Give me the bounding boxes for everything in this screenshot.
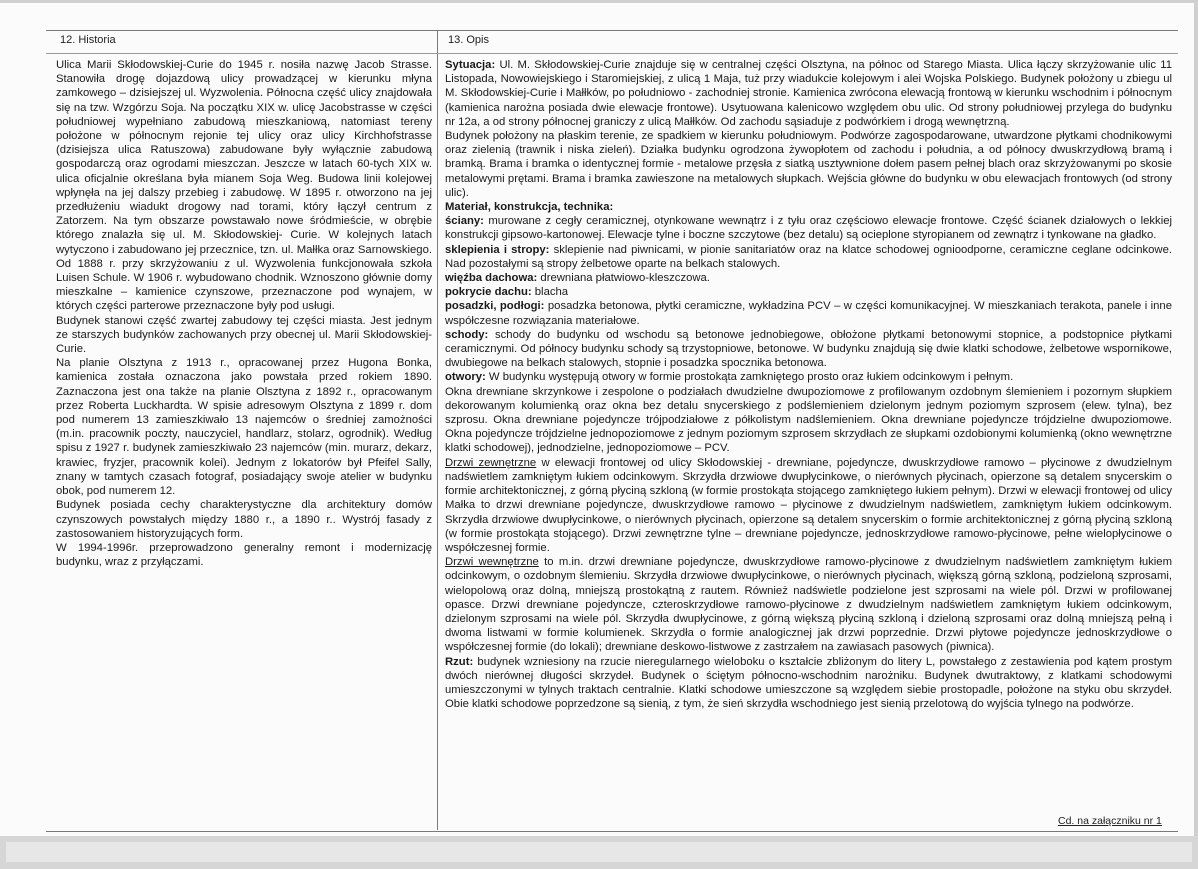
continuation-note: Cd. na załączniku nr 1 (1058, 815, 1162, 827)
history-header: 12. Historia (60, 34, 116, 46)
roof-truss-paragraph (445, 271, 1172, 285)
situation-paragraph (445, 58, 1172, 129)
openings-text: W budynku występują otwory w formie prostokąta zamkniętego prosto oraz łukiem odcinkowym i pełnym. (485, 371, 1014, 384)
vaults-paragraph (445, 243, 1172, 271)
history-paragraph: Ulica Marii Skłodowskiej-Curie do 1945 r. nosiła nazwę Jacob Strasse. Stanowiła drogę dojazdową ulicy prowadzącej w kierunku młyna zamkowego – dzisiejszej ul. Wyzwolenia. Północna część ulicy znajdowała się na tzw. Wzgórzu Soja. Na początku XIX w. ulicę Jacobstrasse w części południowej wypełniano zabudową mieszkaniową, natomiast tereny położone w północnym rejonie tej ulicy oraz ulicy Kirchhofstrasse (dzisiejsza ulica Ratuszowa) zabudowane były wyłącznie zabudową gospodarczą oraz ogrodami mieszczan. Jeszcze w latach 60-tych XIX w. ulica oficjalnie określana była mianem Soja Weg. Budowa linii kolejowej wpłynęła na jej dalszy przebieg i zabudowę. W 1895 r. otworzono na jej przedłużeniu wiadukt drogowy nad torami, który łączył centrum z Zatorzem. Na tym obszarze powstawało nowe śródmieście, w obrębie którego znalazła się ul. M. Skłodowskiej- Curie. W kolejnych latach wytyczono i zabudowano jej przecznice, tzn. ul. Małłka oraz Sarnowskiego. Od 1888 r. przy skrzyżowaniu z ul. Wyzwolenia funkcjonowała szkoła Luisen Schule. W 1906 r. wybudowano chodnik. Wznoszono głównie domy mieszkalne – kamienice czynszowe, przeznaczone pod wynajem, w których części parterowe przeznaczone były pod usługi. (56, 59, 432, 313)
walls-paragraph (445, 214, 1172, 242)
windows-paragraph: Okna drewniane skrzynkowe i zespolone o podziałach dwudzielne dwupoziomowe z profilowanym ozdobnym ślemieniem i pozornym słupkiem dekorowanym kolumienką oraz okna bez detalu snycerskiego z podślemieniem dzielonym jednym poziomym szprosem (elew. tylna), bez szprosu. Okna drewniane pojedyncze trójpodziałowe z półkolistym nadślemieniem. Okna drewniane pojedyncze trójdzielne dwupoziomowe. Okna pojedyncze trójdzielne jednopoziomowe z jednym poziomym szprosem skrzydłach ze słupkami ozdobionymi kolumienką (okno wewnętrzne klatki schodowej), jednodzielne, jednopoziomowe – PCV. (445, 385, 1172, 455)
walls-label: ściany: (445, 215, 484, 228)
stairs-paragraph (445, 328, 1172, 371)
history-paragraph: Budynek stanowi część zwartej zabudowy tej części miasta. Jest jednym ze starszych budynków zachowanych przy obecnej ul. Marii Skłodowskiej-Curie. (56, 314, 432, 356)
column-divider (437, 30, 438, 830)
interior-doors-text: to m.in. drzwi drewniane pojedyncze, dwuskrzydłowe ramowo-płycinowe z dwudzielnym nadświetlem zamkniętym łukiem odcinkowym, o ozdobnym ślemieniu. Skrzydła drzwiowe dwupłycinkowe, o nierównych płycinach, większą górną szkloną, podzieloną szprosami, wielopolową oraz dolną, mniejszą prostokątną z rautem. Również nadświetle podzielone jest szprosami na wiele pól. Drzwi w profilowanej opasce. Drzwi drewniane pojedyncze, czteroskrzydłowe ramowo-płycinowe z dwudzielnym nadświetlem zamkniętym łukiem odcinkowym, dzielonym szprosami na wiele pól. Skrzydła dwupłycinowe, z górną większą płyciną szkloną i dzieloną szprosami oraz dolną mniejszą pełną i dwoma listwami w formie kolumienek. Skrzydła o formie analogicznej jak drzwi poprzednie. Drzwi płytowe pojedyncze jednoskrzydłowe o współczesnej formie (do lokali); drewniane deskowo-listwowe z zastrzałem na zawiasach pasowych (piwnica). (445, 556, 1172, 654)
floors-text: posadzka betonowa, płytki ceramiczne, wykładzina PCV – w części komunikacyjnej. W mieszkaniach terakota, panele i inne współczesne rozwiązania materiałowe. (445, 300, 1172, 327)
right-edge (1194, 0, 1198, 869)
plan-label: Rzut: (445, 655, 474, 668)
history-paragraph: W 1994-1996r. przeprowadzono generalny remont i modernizację budynku, wraz z przyłączami. (56, 541, 432, 569)
history-column (56, 58, 432, 569)
interior-doors-paragraph (445, 555, 1172, 654)
situation-label: Sytuacja: (445, 59, 496, 71)
exterior-doors-text: w elewacji frontowej od ulicy Skłodowskiej - drewniane, pojedyncze, dwuskrzydłowe ramowo – płycinowe z dwudzielnym nadświetlem zamkniętym łukiem odcinkowym. Skrzydła drzwiowe dwupłycinkowe, o nierównych płycinach, opierzone są detalem snycerskim o formie architektonicznej, z górną płyciną szkloną (w formie prostokąta stojącego zamkniętego łukiem pełnym). Drzwi w elewacji frontowej od ulicy Małka to drzwi drewniane pojedyncze, dwuskrzydłowe ramowo – płycinowe z dwudzielnym nadświetlem, zamkniętym łukiem odcinkowym. Skrzydła drzwiowe dwupłycinkowe, o nierównych płycinach, opierzone są detalem snycerskim o formie architektonicznej z górną płyciną szkloną (w formie prostokąta stojącego). Drzwi zewnętrzne tylne – drewniane pojedyncze, jednoskrzydłowe ramowo-płycinowe, pełne wielopłycinowe o współczesnej formie. (445, 456, 1173, 554)
floors-label: posadzki, podłogi: (445, 300, 545, 313)
header-divider (46, 53, 1178, 54)
history-paragraph: Budynek posiada cechy charakterystyczne dla architektury domów czynszowych powstałych między 1880 r., a 1890 r.. Wystrój fasady z zastosowaniem historyzujących form. (56, 499, 432, 540)
description-header: 13. Opis (448, 34, 489, 46)
material-heading: Materiał, konstrukcja, technika: (445, 201, 614, 214)
floors-paragraph (445, 299, 1172, 327)
roof-truss-text: drewniana płatwiowo-kleszczowa. (537, 272, 710, 285)
scan-bottom-band (0, 836, 1198, 869)
roofing-label: pokrycie dachu: (445, 286, 532, 299)
top-edge (0, 0, 1198, 3)
interior-doors-label: Drzwi wewnętrzne (445, 556, 539, 569)
roof-truss-label: więźba dachowa: (445, 272, 538, 285)
openings-label: otwory: (445, 371, 486, 384)
walls-text: murowane z cegły ceramicznej, otynkowane wewnątrz i z tyłu oraz częściowo elewacje frontowe. Część ścianek działowych o lekkiej konstrukcji gipsowo-kartonowej. Elewacje tylne i boczne szczytowe (bez detalu) są ocieplone styropianem od zewnątrz i tynkowane na gładko. (445, 215, 1172, 242)
description-column (445, 58, 1172, 711)
plan-paragraph (445, 655, 1172, 712)
situation-paragraph-2: Budynek położony na płaskim terenie, ze spadkiem w kierunku południowym. Podwórze zagospodarowane, utwardzone płytkami chodnikowymi oraz zielenią (trawnik i niska zieleń). Działka budynku ogrodzona żywopłotem od zachodu i południa, a od północy dwuskrzydłową bramą i bramką. Brama i bramka o identycznej formie - metalowe przęsła z siatką usztywnione dołem pasem pełnej blach oraz skrzyżowanymi po skosie metalowymi prętami. Brama i bramka zawieszone na metalowych słupkach. Wejścia główne do budynku w obu elewacjach frontowych (od strony ulic). (445, 130, 1172, 199)
roofing-paragraph (445, 285, 1172, 299)
openings-paragraph (445, 370, 1172, 384)
plan-text: budynek wzniesiony na rzucie nieregularnego wieloboku o kształcie zbliżonym do litery L, powstałego z zestawienia pod kątem prostym dwóch nierównej długości skrzydeł. Budynek o ściętym północno-wschodnim narożniku. Budynek dwutraktowy, z klatkami schodowymi umieszczonymi w tylnych traktach centralnie. Klatki schodowe umieszczone są względem siebie prostopadle, położone na styku obu skrzydeł. Obie klatki schodowe poprzedzone są sienią, z tym, że sień skrzydła wschodniego jest sienią przelotową do wyjścia tylnego na podwórze. (445, 655, 1172, 711)
situation-text: Ul. M. Skłodowskiej-Curie znajduje się w centralnej części Olsztyna, na północ od Starego Miasta. Ulica łączy skrzyżowanie ulic 11 Listopada, Nowowiejskiego i Staromiejskiej, z ulicą 1 Maja, tuż przy wiadukcie kolejowym i alei Wojska Polskiego. Budynek położony u zbiegu ul M. Skłodowskiej-Curie i Małłków, po południowo - zachodniej stronie. Kamienica zwrócona elewacją frontową w kierunku wschodnim i północnym (kamienica narożna posiada dwie elewacje frontowe). Usytuowana kalenicowo względem obu ulic. Od strony południowej przylega do budynku nr 12a, a od strony północnej graniczy z ulicą Małłków. Od zachodu sąsiaduje z podwórkiem i drogą wewnętrzną. (445, 59, 1172, 128)
stairs-text: schody do budynku od wschodu są betonowe jednobiegowe, obłożone płytkami betonowymi stopnice, a podstopnice płytkami ceramicznymi. Od północy budynku schody są trzystopniowe, betonowe. W budynku znajdują się dwie klatki schodowe, żelbetowe wspornikowe, dwubiegowe na belkach stalowych, stopnie i posadzka spocznika betonowa. (445, 328, 1172, 370)
exterior-doors-paragraph (445, 456, 1172, 555)
roofing-text: blacha (531, 286, 569, 299)
stairs-label: schody: (445, 328, 489, 341)
history-paragraph: Na planie Olsztyna z 1913 r., opracowanej przez Hugona Bonka, kamienica została oznaczona jako powstała przed rokiem 1890. Zaznaczona jest ona także na planie Olsztyna z 1892 r., opracowanym przez Roberta Luckhardta. W spisie adresowym Olsztyna z 1899 r. dom pod numerem 13 zamieszkiwało 13 najemców o średniej zamożności (m.in. pracownik poczty, nauczyciel, handlarz, stolarz, ogrodnik). Według spisu z 1927 r. budynek zamieszkiwało 23 najemców (min. murarz, dekarz, krawiec, fryzjer, pracownik kolei). Jednym z lokatorów był Pfeifel Sally, znany w tamtych czasach fotograf, posiadający swoje atelier w budynku obok, pod numerem 12. (56, 357, 432, 498)
vaults-label: sklepienia i stropy: (445, 243, 550, 256)
vaults-text: sklepienie nad piwnicami, w pionie sanitariatów oraz na klatce schodowej ognioodporne, ceramiczne ceglane odcinkowe. Nad pozostałymi są stropy żelbetowe oparte na belkach stalowych. (445, 243, 1172, 270)
exterior-doors-label: Drzwi zewnętrzne (445, 456, 537, 469)
